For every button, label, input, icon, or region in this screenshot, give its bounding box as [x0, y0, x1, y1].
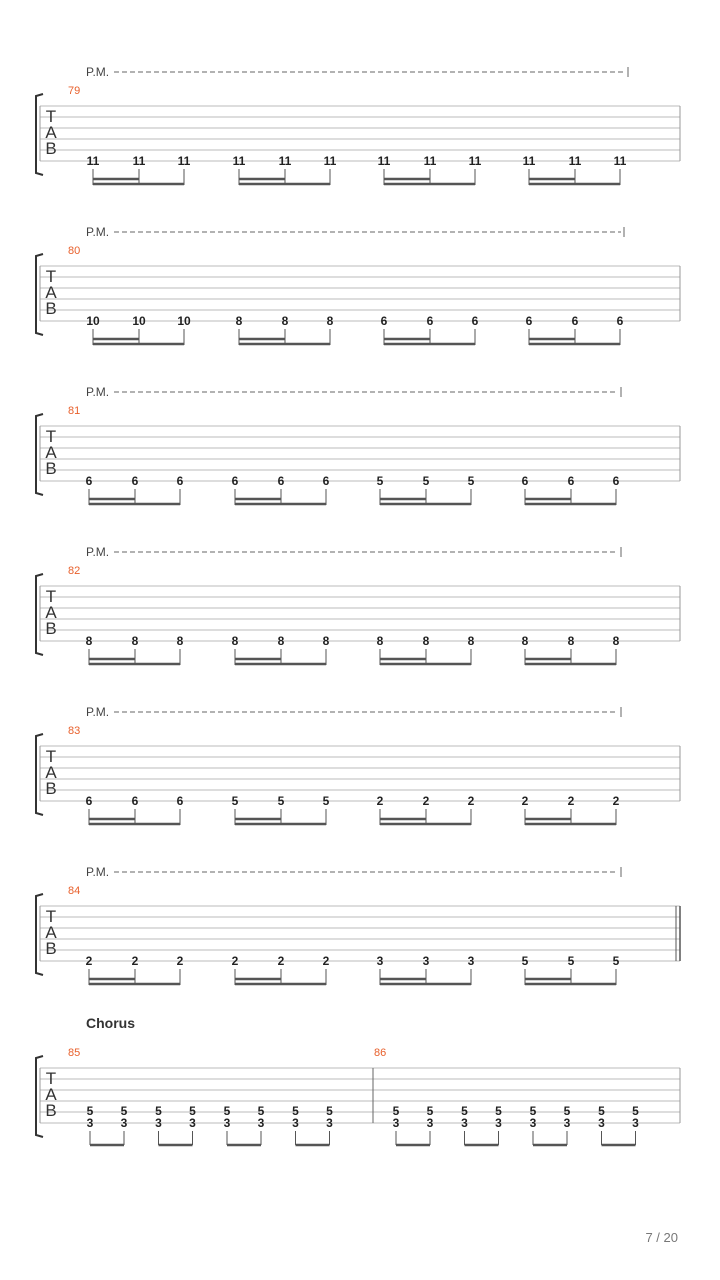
fret-number: 11	[132, 154, 146, 168]
fret-number: 8	[85, 634, 93, 648]
fret-number: 5	[231, 794, 239, 808]
fret-number: 2	[131, 954, 139, 968]
fret-number: 3	[495, 1116, 502, 1130]
fret-number: 3	[86, 1116, 94, 1130]
fret-number: 5	[563, 1104, 571, 1118]
fret-number: 11	[423, 154, 437, 168]
palm-mute-label: P.M.	[86, 545, 110, 559]
measure-number: 81	[68, 405, 81, 417]
fret-number: 2	[612, 794, 620, 808]
measure-number: 86	[374, 1047, 387, 1059]
fret-number: 8	[176, 634, 184, 648]
fret-number: 6	[612, 474, 620, 488]
fret-number: 3	[467, 954, 475, 968]
fret-number: 6	[471, 314, 479, 328]
fret-number: 6	[85, 474, 93, 488]
tab-clef-letter: B	[45, 939, 57, 958]
fret-number: 3	[632, 1116, 639, 1130]
fret-number: 2	[231, 954, 239, 968]
measure-number: 84	[68, 885, 81, 897]
fret-number: 5	[277, 794, 285, 808]
fret-number: 6	[426, 314, 434, 328]
fret-number: 8	[231, 634, 239, 648]
fret-number: 3	[426, 1116, 434, 1130]
fret-number: 2	[467, 794, 475, 808]
fret-number: 3	[529, 1116, 537, 1130]
fret-number: 3	[598, 1116, 605, 1130]
fret-number: 6	[85, 794, 93, 808]
fret-number: 3	[326, 1116, 333, 1130]
fret-number: 6	[525, 314, 533, 328]
fret-number: 3	[376, 954, 384, 968]
fret-number: 8	[521, 634, 529, 648]
fret-number: 3	[155, 1116, 162, 1130]
tab-clef-letter: B	[45, 299, 57, 318]
tab-clef-letter: B	[45, 1101, 57, 1120]
fret-number: 3	[563, 1116, 571, 1130]
fret-number: 11	[86, 154, 100, 168]
fret-number: 8	[376, 634, 384, 648]
fret-number: 6	[571, 314, 579, 328]
fret-number: 5	[598, 1104, 605, 1118]
palm-mute-label: P.M.	[86, 225, 110, 239]
fret-number: 10	[86, 314, 100, 328]
fret-number: 3	[120, 1116, 128, 1130]
fret-number: 2	[567, 794, 575, 808]
fret-number: 3	[461, 1116, 468, 1130]
fret-number: 5	[376, 474, 384, 488]
measure-number: 82	[68, 565, 81, 577]
fret-number: 5	[223, 1104, 231, 1118]
section-label-chorus: Chorus	[86, 1015, 135, 1031]
fret-number: 5	[461, 1104, 468, 1118]
fret-number: 2	[422, 794, 430, 808]
tab-clef-letter: A	[45, 763, 57, 782]
fret-number: 10	[177, 314, 191, 328]
fret-number: 2	[376, 794, 384, 808]
fret-number: 6	[131, 474, 139, 488]
fret-number: 10	[132, 314, 146, 328]
fret-number: 6	[131, 794, 139, 808]
fret-number: 5	[155, 1104, 162, 1118]
tab-clef-letter: A	[45, 123, 57, 142]
measure-number: 85	[68, 1047, 81, 1059]
tab-clef-letter: T	[45, 747, 57, 766]
fret-number: 11	[278, 154, 292, 168]
palm-mute-label: P.M.	[86, 65, 110, 79]
fret-number: 6	[616, 314, 624, 328]
fret-number: 5	[326, 1104, 333, 1118]
fret-number: 8	[326, 314, 334, 328]
fret-number: 11	[377, 154, 391, 168]
measure-number: 83	[68, 725, 81, 737]
fret-number: 5	[632, 1104, 639, 1118]
fret-number: 8	[467, 634, 475, 648]
tab-clef-letter: A	[45, 603, 57, 622]
tab-clef-letter: B	[45, 459, 57, 478]
fret-number: 6	[176, 474, 184, 488]
fret-number: 8	[235, 314, 243, 328]
fret-number: 5	[257, 1104, 265, 1118]
fret-number: 6	[567, 474, 575, 488]
tab-clef-letter: B	[45, 779, 57, 798]
fret-number: 5	[612, 954, 620, 968]
fret-number: 8	[322, 634, 330, 648]
measure-number: 80	[68, 245, 81, 257]
fret-number: 2	[277, 954, 285, 968]
palm-mute-label: P.M.	[86, 705, 110, 719]
fret-number: 6	[380, 314, 388, 328]
palm-mute-label: P.M.	[86, 865, 110, 879]
fret-number: 11	[177, 154, 191, 168]
tab-clef-letter: T	[45, 427, 57, 446]
fret-number: 5	[120, 1104, 128, 1118]
fret-number: 5	[567, 954, 575, 968]
page-indicator: 7 / 20	[645, 1230, 678, 1245]
fret-number: 2	[176, 954, 184, 968]
fret-number: 5	[189, 1104, 196, 1118]
tab-clef-letter: T	[45, 587, 57, 606]
tab-clef-letter: T	[45, 107, 57, 126]
tab-clef-letter: B	[45, 139, 57, 158]
fret-number: 2	[322, 954, 330, 968]
fret-number: 3	[257, 1116, 265, 1130]
fret-number: 11	[613, 154, 627, 168]
fret-number: 2	[521, 794, 529, 808]
fret-number: 5	[422, 474, 430, 488]
fret-number: 11	[232, 154, 246, 168]
fret-number: 5	[467, 474, 475, 488]
tab-clef-letter: T	[45, 907, 57, 926]
fret-number: 11	[568, 154, 582, 168]
fret-number: 8	[281, 314, 289, 328]
tab-clef-letter: A	[45, 283, 57, 302]
fret-number: 8	[567, 634, 575, 648]
fret-number: 3	[223, 1116, 231, 1130]
fret-number: 11	[323, 154, 337, 168]
tab-clef-letter: T	[45, 267, 57, 286]
fret-number: 6	[231, 474, 239, 488]
fret-number: 6	[176, 794, 184, 808]
fret-number: 5	[322, 794, 330, 808]
fret-number: 3	[422, 954, 430, 968]
fret-number: 3	[392, 1116, 400, 1130]
fret-number: 5	[86, 1104, 94, 1118]
fret-number: 8	[131, 634, 139, 648]
fret-number: 8	[277, 634, 285, 648]
fret-number: 6	[521, 474, 529, 488]
fret-number: 2	[85, 954, 93, 968]
tab-clef-letter: B	[45, 619, 57, 638]
fret-number: 8	[612, 634, 620, 648]
fret-number: 5	[292, 1104, 299, 1118]
tab-clef-letter: A	[45, 443, 57, 462]
fret-number: 5	[495, 1104, 502, 1118]
fret-number: 5	[426, 1104, 434, 1118]
fret-number: 5	[521, 954, 529, 968]
fret-number: 5	[529, 1104, 537, 1118]
palm-mute-label: P.M.	[86, 385, 110, 399]
fret-number: 3	[189, 1116, 196, 1130]
fret-number: 5	[392, 1104, 400, 1118]
fret-number: 8	[422, 634, 430, 648]
fret-number: 6	[277, 474, 285, 488]
measure-number: 79	[68, 85, 81, 97]
fret-number: 6	[322, 474, 330, 488]
fret-number: 11	[468, 154, 482, 168]
tab-clef-letter: A	[45, 923, 57, 942]
tab-clef-letter: T	[45, 1069, 57, 1088]
fret-number: 3	[292, 1116, 299, 1130]
tab-clef-letter: A	[45, 1085, 57, 1104]
fret-number: 11	[522, 154, 536, 168]
